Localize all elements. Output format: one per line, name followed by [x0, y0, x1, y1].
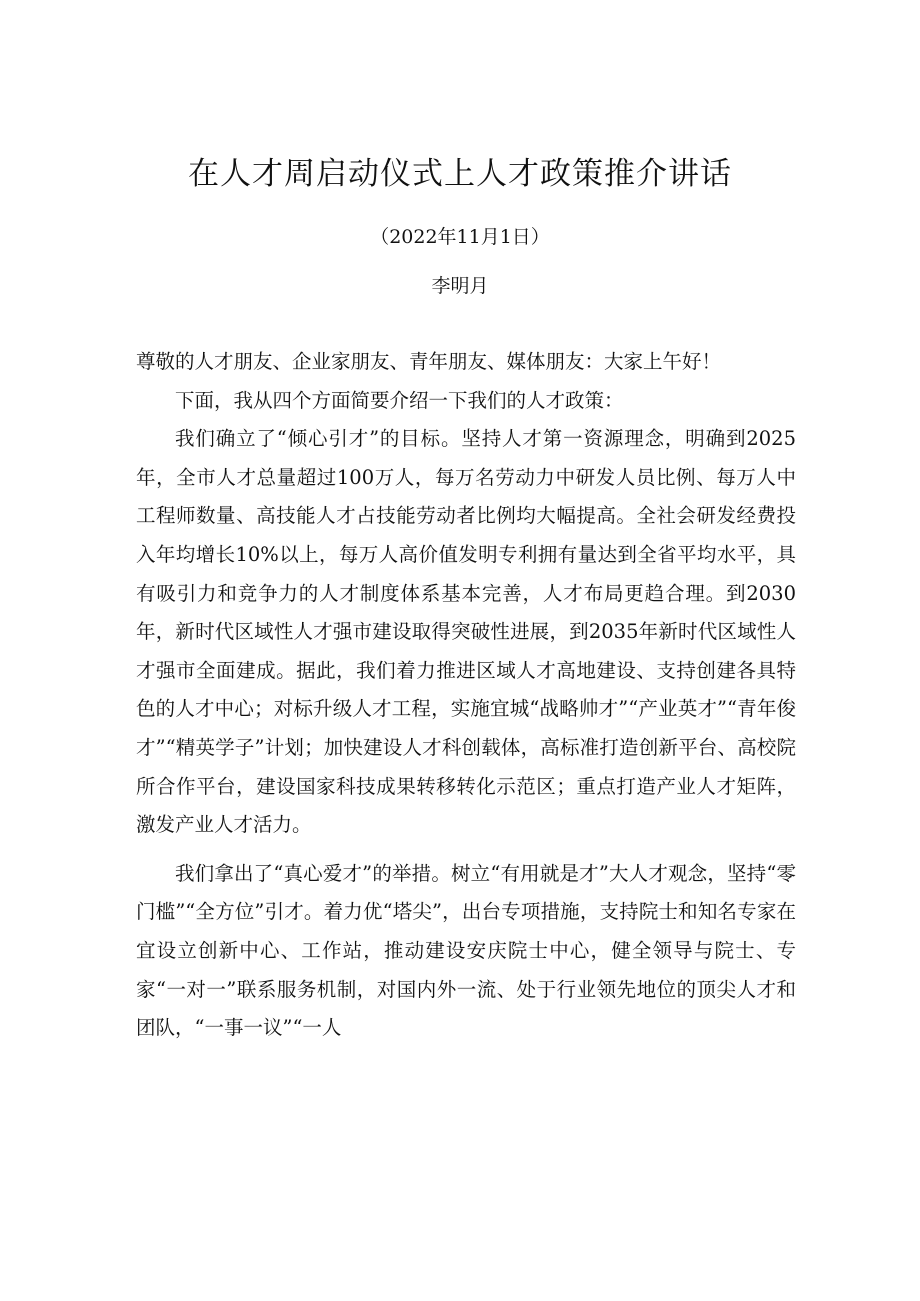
- document-title: 在人才周启动仪式上人才政策推介讲话: [188, 156, 732, 192]
- speaker-name: 李明月: [431, 275, 489, 297]
- paragraph-measures: 我们拿出了“真心爱才”的举措。树立“有用就是才”大人才观念，坚持“零门槛”“全方位”引才。着力优“塔尖”，出台专项措施，支持院士和知名专家在宜设立创新中心、工作站，推动建设安庆院士中心，健全领导与院士、专家“一对一”联系服务机制，对国内外一流、处于行业领先地位的顶尖人才和团队，“一事一议”“一人: [136, 861, 796, 1040]
- greeting: 尊敬的人才朋友、企业家朋友、青年朋友、媒体朋友：大家上午好！: [136, 350, 722, 373]
- speech-body: [136, 343, 796, 1048]
- paragraph-intro: 下面，我从四个方面简要介绍一下我们的人才政策：: [175, 388, 624, 412]
- paragraph-goals: 我们确立了“倾心引才”的目标。坚持人才第一资源理念，明确到2025年，全市人才总量超过100万人，每万名劳动力中研发人员比例、每万人中工程师数量、高技能人才占技能劳动者比例均大幅提高。全社会研发经费投入年均增长10%以上，每万人高价值发明专利拥有量达到全省平均水平，具有吸引力和竞争力的人才制度体系基本完善，人才布局更趋合理。到2030年，新时代区域性人才强市建设取得突破性进展，到2035年新时代区域性人才强市全面建成。据此，我们着力推进区域人才高地建设、支持创建各具特色的人才中心；对标升级人才工程，实施宜城“战略帅才”“产业英才”“青年俊才”“精英学子”计划；加快建设人才科创载体，高标准打造创新平台、高校院所合作平台，建设国家科技成果转移转化示范区；重点打造产业人才矩阵，激发产业人才活力。: [136, 427, 796, 837]
- speech-date: （2022年11月1日）: [370, 226, 550, 248]
